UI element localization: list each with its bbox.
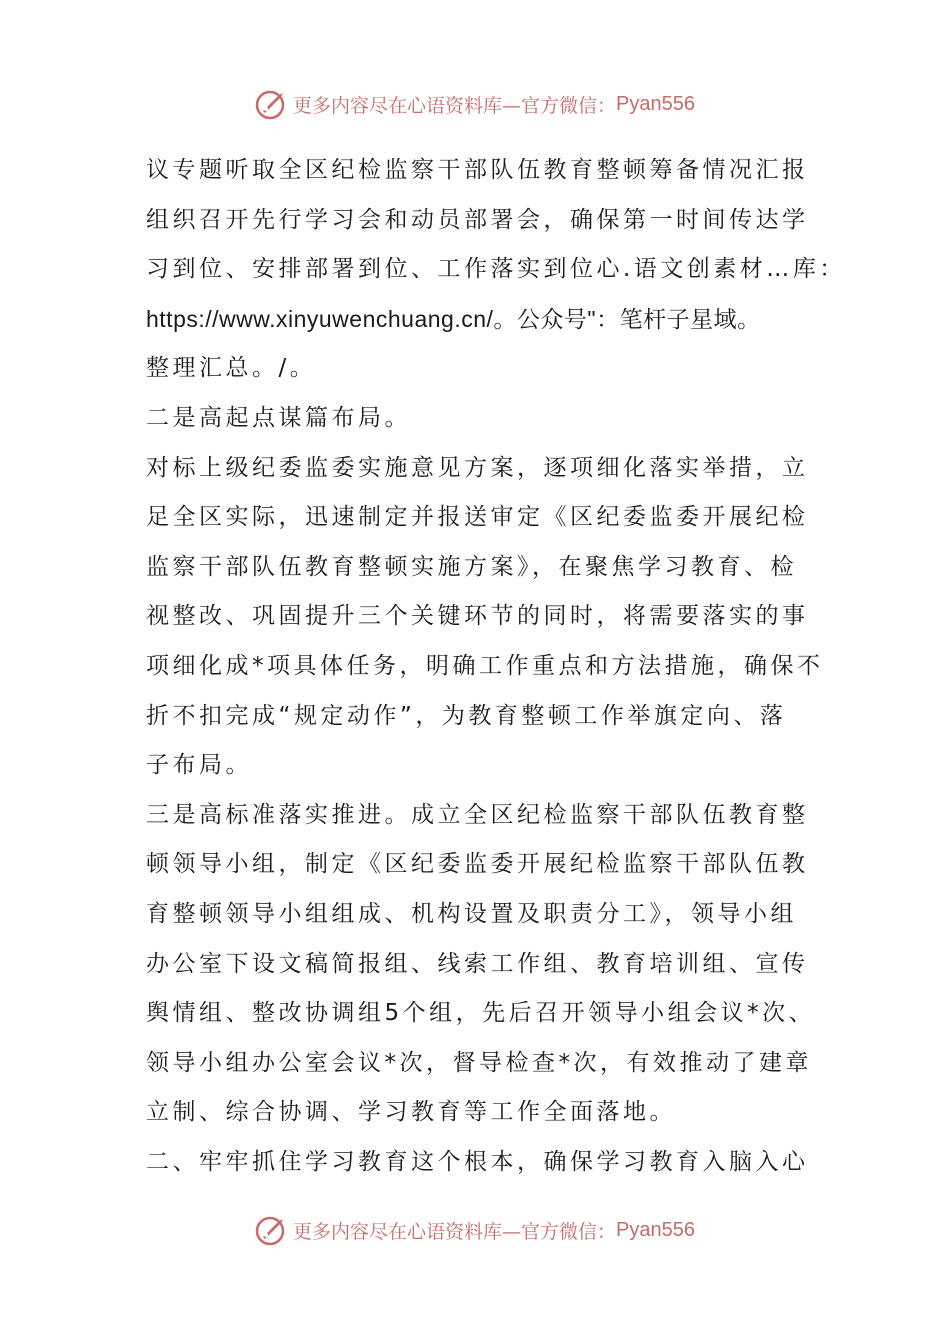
banner-text: 更多内容尽在心语资料库—官方微信：	[293, 1220, 617, 1243]
text-line: 办公室下设文稿简报组、线索工作组、教育培训组、宣传	[146, 950, 809, 977]
banner-text: 更多内容尽在心语资料库—官方微信：	[293, 94, 617, 117]
text-line: 子布局。	[146, 752, 252, 779]
text-line: 立制、综合协调、学习教育等工作全面落地。	[146, 1099, 676, 1126]
section-heading: 二是高起点谋篇布局。	[146, 404, 411, 431]
text-line: 视整改、巩固提升三个关键环节的同时，将需要落实的事	[146, 603, 809, 630]
banner-wechat-id: Pyan556	[616, 1218, 695, 1241]
text-line: 顿领导小组，制定《区纪委监委开展纪检监察干部队伍教	[146, 851, 809, 878]
text-line: 整理汇总。/。	[146, 355, 317, 382]
text-line: 三是高标准落实推进。成立全区纪检监察干部队伍教育整	[146, 801, 809, 828]
pen-nib-logo-icon	[255, 1213, 289, 1247]
text-line: 监察干部队伍教育整顿实施方案》，在聚焦学习教育、检	[146, 553, 797, 580]
text-line: 折不扣完成“规定动作”，为教育整顿工作举旗定向、落	[146, 702, 787, 729]
section-heading: 二、牢牢抓住学习教育这个根本，确保学习教育入脑入心	[146, 1148, 809, 1175]
footer-watermark	[0, 1210, 950, 1250]
header-watermark	[0, 84, 950, 124]
text-line: 习到位、安排部署到位、工作落实到位心.语文创素材…库：	[146, 256, 846, 283]
pen-nib-logo-icon	[255, 87, 289, 121]
document-body	[146, 146, 846, 1187]
text-line: 议专题听取全区纪检监察干部队伍教育整顿筹备情况汇报	[146, 157, 809, 183]
text-line: 对标上级纪委监委实施意见方案，逐项细化落实举措，立	[146, 454, 809, 481]
text-line: 足全区实际，迅速制定并报送审定《区纪委监委开展纪检	[146, 504, 809, 531]
text-line: 领导小组办公室会议*次，督导检查*次，有效推动了建章	[146, 1049, 812, 1076]
text-line: 项细化成*项具体任务，明确工作重点和方法措施，确保不	[146, 652, 824, 679]
text-line: 育整顿领导小组组成、机构设置及职责分工》，领导小组	[146, 900, 797, 927]
banner-wechat-id: Pyan556	[616, 92, 695, 115]
text-line: 组织召开先行学习会和动员部署会，确保第一时间传达学	[146, 206, 809, 233]
text-line: 舆情组、整改协调组5个组，先后召开领导小组会议*次、	[146, 1000, 816, 1027]
url-line: https://www.xinyuwenchuang.cn/。公众号"：笔杆子星域。	[146, 305, 761, 332]
